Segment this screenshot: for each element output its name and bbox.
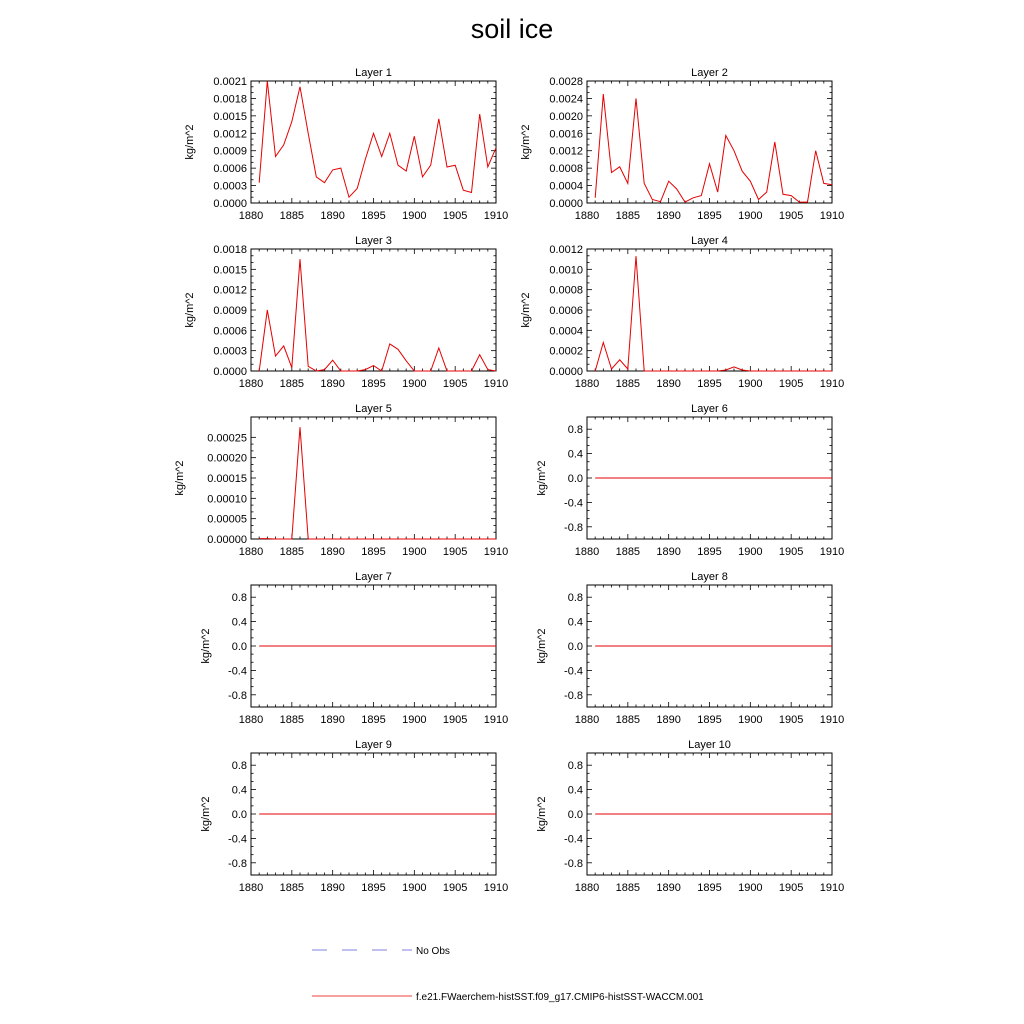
- x-tick-label: 1905: [778, 378, 804, 390]
- x-tick-label: 1885: [279, 210, 305, 222]
- x-tick-label: 1900: [738, 546, 763, 558]
- y-tick-label: 0.0003: [213, 345, 247, 358]
- panel-title: Layer 1: [355, 67, 392, 79]
- panel-5: [174, 403, 508, 558]
- y-tick-label: 0.0020: [549, 110, 583, 123]
- x-tick-label: 1880: [574, 882, 600, 894]
- y-tick-label: 0.0018: [213, 93, 247, 106]
- x-tick-label: 1890: [320, 378, 345, 390]
- x-tick-label: 1885: [615, 714, 641, 726]
- y-tick-label: 0.0015: [213, 264, 247, 277]
- panel-8: [536, 571, 844, 726]
- x-tick-label: 1890: [320, 210, 345, 222]
- y-tick-label: 0.00010: [207, 493, 247, 506]
- x-tick-label: 1905: [778, 714, 804, 726]
- x-tick-label: 1900: [738, 714, 763, 726]
- y-tick-label: 0.0004: [549, 325, 583, 338]
- y-tick-label: -0.8: [564, 521, 583, 534]
- x-tick-label: 1885: [615, 882, 641, 894]
- panel-title: Layer 5: [355, 403, 392, 415]
- series-line: [259, 81, 496, 197]
- panel-7: [200, 571, 508, 726]
- y-tick-label: 0.0010: [549, 264, 583, 277]
- x-tick-label: 1880: [238, 714, 264, 726]
- y-tick-label: 0.0012: [213, 284, 247, 297]
- series-line: [595, 94, 832, 202]
- x-tick-label: 1890: [656, 714, 681, 726]
- y-tick-label: 0.0002: [549, 345, 583, 358]
- y-tick-label: 0.8: [567, 592, 583, 605]
- plot-frame: [251, 249, 496, 371]
- x-tick-label: 1900: [738, 210, 763, 222]
- x-tick-label: 1905: [442, 378, 468, 390]
- x-tick-label: 1900: [402, 546, 427, 558]
- x-tick-label: 1885: [615, 378, 641, 390]
- y-axis-label: kg/m^2: [184, 124, 196, 160]
- x-tick-label: 1900: [402, 378, 427, 390]
- legend-obs-label: No Obs: [416, 946, 450, 957]
- panel-title: Layer 6: [691, 403, 728, 415]
- x-tick-label: 1880: [574, 714, 600, 726]
- panel-title: Layer 7: [355, 571, 392, 583]
- x-tick-label: 1895: [361, 714, 386, 726]
- y-tick-label: 0.4: [567, 784, 583, 797]
- x-tick-label: 1910: [819, 882, 845, 894]
- x-tick-label: 1895: [697, 714, 722, 726]
- y-tick-label: 0.0000: [549, 198, 583, 210]
- x-tick-label: 1910: [483, 882, 509, 894]
- series-line: [259, 259, 496, 371]
- y-tick-label: 0.0006: [213, 163, 247, 176]
- legend-model-label: f.e21.FWaerchem-histSST.f09_g17.CMIP6-histSST-WACCM.001: [416, 992, 704, 1003]
- y-tick-label: 0.0: [231, 809, 247, 821]
- y-tick-label: 0.8: [231, 592, 247, 605]
- panel-title: Layer 3: [355, 235, 392, 247]
- panel-3: [184, 235, 508, 390]
- panel-title: Layer 4: [691, 235, 728, 247]
- plot-frame: [587, 249, 832, 371]
- panel-title: Layer 9: [355, 739, 392, 751]
- panel-10: [536, 739, 844, 894]
- panel-1: [184, 67, 508, 222]
- y-tick-label: 0.0000: [213, 366, 247, 378]
- y-axis-label: kg/m^2: [536, 460, 548, 496]
- x-tick-label: 1905: [778, 210, 804, 222]
- panel-2: [520, 67, 844, 222]
- y-tick-label: 0.0008: [549, 284, 583, 297]
- legend: [312, 946, 704, 1003]
- y-tick-label: 0.0006: [213, 325, 247, 338]
- panel-title: Layer 8: [691, 571, 728, 583]
- x-tick-label: 1910: [483, 714, 509, 726]
- x-tick-label: 1895: [361, 882, 386, 894]
- y-tick-label: 0.00000: [207, 534, 247, 546]
- x-tick-label: 1880: [238, 378, 264, 390]
- y-axis-label: kg/m^2: [536, 796, 548, 832]
- x-tick-label: 1900: [738, 378, 763, 390]
- x-tick-label: 1880: [574, 546, 600, 558]
- x-tick-label: 1905: [442, 882, 468, 894]
- y-tick-label: 0.00020: [207, 452, 247, 465]
- y-tick-label: 0.4: [231, 784, 247, 797]
- x-tick-label: 1900: [402, 882, 427, 894]
- panel-title: Layer 2: [691, 67, 728, 79]
- x-tick-label: 1885: [279, 714, 305, 726]
- y-tick-label: 0.0: [567, 641, 583, 653]
- x-tick-label: 1890: [320, 714, 345, 726]
- x-tick-label: 1905: [442, 546, 468, 558]
- y-tick-label: 0.0008: [549, 163, 583, 176]
- y-tick-label: 0.8: [567, 424, 583, 437]
- y-tick-label: -0.4: [228, 665, 247, 678]
- x-tick-label: 1885: [615, 210, 641, 222]
- y-tick-label: 0.4: [567, 616, 583, 629]
- x-tick-label: 1895: [697, 882, 722, 894]
- x-tick-label: 1900: [402, 210, 427, 222]
- y-tick-label: 0.0012: [549, 145, 583, 158]
- plot-frame: [587, 81, 832, 203]
- y-axis-label: kg/m^2: [174, 460, 186, 496]
- panel-9: [200, 739, 508, 894]
- x-tick-label: 1880: [574, 378, 600, 390]
- x-tick-label: 1885: [615, 546, 641, 558]
- x-tick-label: 1905: [778, 546, 804, 558]
- x-tick-label: 1880: [238, 210, 264, 222]
- x-tick-label: 1890: [320, 546, 345, 558]
- y-tick-label: 0.0009: [213, 145, 247, 158]
- y-tick-label: 0.8: [567, 760, 583, 773]
- panel-4: [520, 235, 844, 390]
- y-axis-label: kg/m^2: [200, 796, 212, 832]
- y-tick-label: 0.0024: [549, 93, 583, 106]
- x-tick-label: 1885: [279, 546, 305, 558]
- y-tick-label: 0.0006: [549, 305, 583, 317]
- panel-6: [536, 403, 844, 558]
- y-tick-label: 0.0021: [213, 76, 247, 88]
- figure-title: soil ice: [470, 14, 554, 44]
- y-tick-label: 0.00005: [207, 513, 247, 526]
- x-tick-label: 1905: [442, 210, 468, 222]
- y-axis-label: kg/m^2: [184, 292, 196, 328]
- y-tick-label: -0.4: [564, 833, 583, 846]
- y-tick-label: 0.0: [231, 641, 247, 653]
- y-tick-label: 0.8: [231, 760, 247, 773]
- y-tick-label: 0.0015: [213, 110, 247, 123]
- y-tick-label: 0.4: [231, 616, 247, 629]
- x-tick-label: 1895: [361, 378, 386, 390]
- x-tick-label: 1885: [279, 882, 305, 894]
- y-tick-label: 0.0000: [213, 198, 247, 210]
- x-tick-label: 1890: [656, 378, 681, 390]
- y-tick-label: 0.0012: [549, 244, 583, 256]
- y-tick-label: 0.0: [567, 809, 583, 821]
- y-tick-label: 0.0000: [549, 366, 583, 378]
- y-tick-label: 0.0003: [213, 180, 247, 193]
- y-tick-label: 0.0012: [213, 128, 247, 141]
- plot-frame: [251, 81, 496, 203]
- y-axis-label: kg/m^2: [520, 292, 532, 328]
- x-tick-label: 1895: [361, 210, 386, 222]
- y-tick-label: 0.0: [567, 473, 583, 485]
- y-tick-label: 0.0016: [549, 128, 583, 141]
- x-tick-label: 1900: [402, 714, 427, 726]
- y-tick-label: 0.4: [567, 448, 583, 461]
- series-line: [259, 427, 496, 539]
- y-axis-label: kg/m^2: [200, 628, 212, 664]
- x-tick-label: 1890: [656, 210, 681, 222]
- y-tick-label: -0.4: [564, 497, 583, 510]
- x-tick-label: 1895: [697, 210, 722, 222]
- x-tick-label: 1880: [238, 882, 264, 894]
- y-tick-label: -0.8: [228, 857, 247, 870]
- y-tick-label: 0.0018: [213, 244, 247, 256]
- y-tick-label: 0.00015: [207, 473, 247, 485]
- series-line: [595, 256, 832, 371]
- x-tick-label: 1895: [361, 546, 386, 558]
- x-tick-label: 1900: [738, 882, 763, 894]
- x-tick-label: 1890: [656, 546, 681, 558]
- y-tick-label: -0.8: [564, 689, 583, 702]
- x-tick-label: 1910: [819, 714, 845, 726]
- x-tick-label: 1910: [819, 378, 845, 390]
- y-axis-label: kg/m^2: [520, 124, 532, 160]
- y-tick-label: -0.8: [228, 689, 247, 702]
- y-tick-label: -0.4: [564, 665, 583, 678]
- x-tick-label: 1895: [697, 378, 722, 390]
- x-tick-label: 1895: [697, 546, 722, 558]
- x-tick-label: 1910: [483, 378, 509, 390]
- y-tick-label: -0.4: [228, 833, 247, 846]
- x-tick-label: 1910: [819, 210, 845, 222]
- plot-frame: [251, 417, 496, 539]
- y-tick-label: 0.0004: [549, 180, 583, 193]
- panel-title: Layer 10: [688, 739, 731, 751]
- x-tick-label: 1910: [483, 546, 509, 558]
- x-tick-label: 1880: [574, 210, 600, 222]
- y-axis-label: kg/m^2: [536, 628, 548, 664]
- x-tick-label: 1905: [442, 714, 468, 726]
- x-tick-label: 1910: [483, 210, 509, 222]
- y-tick-label: 0.0028: [549, 76, 583, 88]
- x-tick-label: 1885: [279, 378, 305, 390]
- x-tick-label: 1880: [238, 546, 264, 558]
- x-tick-label: 1910: [819, 546, 845, 558]
- y-tick-label: -0.8: [564, 857, 583, 870]
- y-tick-label: 0.0009: [213, 305, 247, 317]
- x-tick-label: 1890: [320, 882, 345, 894]
- x-tick-label: 1890: [656, 882, 681, 894]
- y-tick-label: 0.00025: [207, 432, 247, 445]
- x-tick-label: 1905: [778, 882, 804, 894]
